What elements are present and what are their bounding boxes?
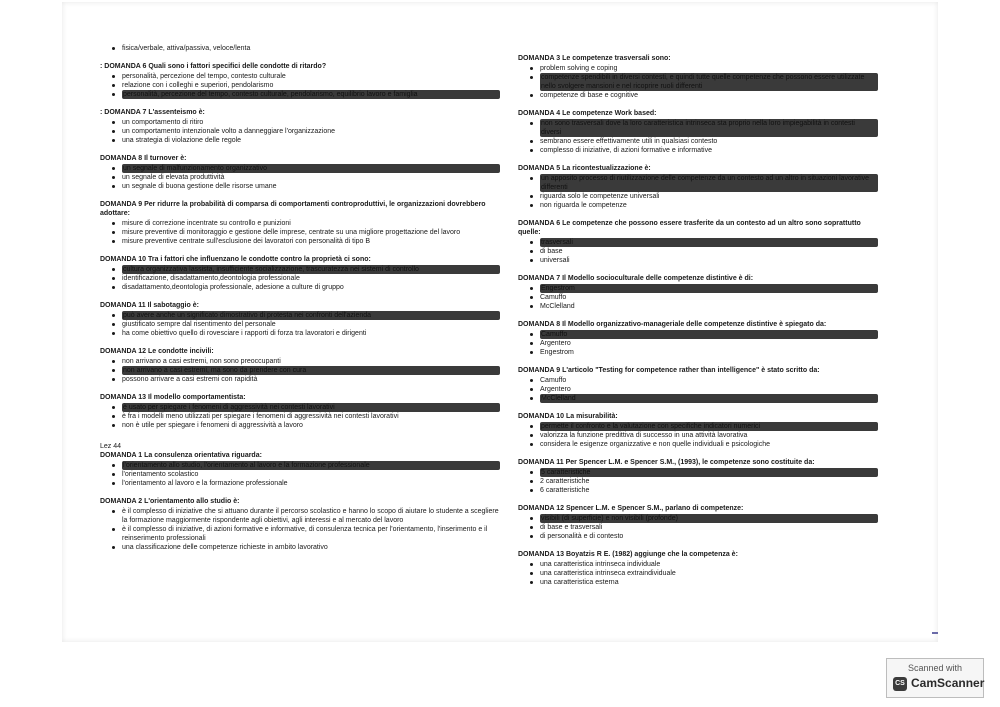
question-6r xyxy=(518,219,878,265)
question-8r xyxy=(518,320,878,357)
answer-option: sembrano essere effettivamente utili in qualsiasi contesto xyxy=(540,137,878,146)
question-7r xyxy=(518,274,878,311)
answer-option: è il complesso di iniziative che si attuano durante il percorso scolastico e hanno lo scopo di aiutare lo studente a scegliere la formazione maggiormente rispondente agli obiettivi, agli interessi e al mercato del lavoro xyxy=(122,508,499,524)
question-title: DOMANDA 12 Le condotte incivili: xyxy=(100,348,214,355)
answer-option: un comportamento intenzionale volto a danneggiare l'organizzazione xyxy=(122,127,500,136)
answer-option: una caratteristica intrinseca individuale xyxy=(540,560,878,569)
answer-option: McClelland xyxy=(540,302,878,311)
question-title: : DOMANDA 6 Quali sono i fattori specifici delle condotte di ritardo? xyxy=(100,63,327,70)
answer-option-highlighted: è usato per spiegare i fenomeni di aggressività nei contesti lavorativi xyxy=(122,403,500,412)
answer-option: l'orientamento scolastico xyxy=(122,470,500,479)
answer-option-highlighted: visibili (di superficie) e non visibili (profonde) xyxy=(540,514,878,523)
question-title: : DOMANDA 7 L'assenteismo è: xyxy=(100,109,205,116)
question-2 xyxy=(100,497,500,552)
answer-option-highlighted: Camuffo xyxy=(540,330,878,339)
answer-option: è fra i modelli meno utilizzati per spiegare i fenomeni di aggressività nei contesti lavorativi xyxy=(122,412,500,421)
question-12 xyxy=(100,347,500,384)
answer-option: giustificato sempre dal risentimento del personale xyxy=(122,320,500,329)
answer-option: problem solving e coping xyxy=(540,64,878,73)
answer-option: ha come obiettivo quello di rovesciare i rapporti di forza tra lavoratori e dirigenti xyxy=(122,329,500,338)
answer-option: relazione con i colleghi e superiori, pendolarismo xyxy=(122,81,500,90)
answer-option: universali xyxy=(540,256,878,265)
question-10 xyxy=(100,255,500,292)
answer-option: un segnale di buona gestione delle risorse umane xyxy=(122,182,500,191)
ink-mark xyxy=(932,632,938,634)
question-title: DOMANDA 1 La consulenza orientativa riguarda: xyxy=(100,452,262,459)
question-7 xyxy=(100,108,500,145)
answer-option: di base e trasversali xyxy=(540,523,878,532)
answer-option: riguarda solo le competenze universali xyxy=(540,192,878,201)
answer-option: l'orientamento al lavoro e la formazione professionale xyxy=(122,479,500,488)
lesson-label: Lez 44 xyxy=(100,443,122,450)
answer-option: considera le esigenze organizzative e non quelle individuali e psicologiche xyxy=(540,440,878,449)
question-title: DOMANDA 4 Le competenze Work based: xyxy=(518,110,657,117)
camscanner-watermark xyxy=(886,658,984,698)
question-6 xyxy=(100,62,500,99)
question-5 xyxy=(518,164,878,210)
answer-option: Camuffo xyxy=(540,293,878,302)
question-11r xyxy=(518,458,878,495)
answer-option: un segnale di elevata produttività xyxy=(122,173,500,182)
question-13r xyxy=(518,550,878,587)
answer-option: un comportamento di ritiro xyxy=(122,118,500,127)
question-1 xyxy=(100,451,500,488)
question-title: DOMANDA 11 Per Spencer L.M. e Spencer S.M., (1993), le competenze sono costituite da: xyxy=(518,459,815,466)
question-title: DOMANDA 12 Spencer L.M. e Spencer S.M., parlano di competenze: xyxy=(518,505,744,512)
answer-option-highlighted: Engestrom xyxy=(540,284,878,293)
question-title: DOMANDA 13 Boyatzis R E. (1982) aggiunge che la competenza è: xyxy=(518,551,738,558)
watermark-caption: Scanned with xyxy=(907,663,963,673)
answer-option-highlighted: McClelland xyxy=(540,394,878,403)
answer-option: 2 caratteristiche xyxy=(540,477,878,486)
answer-option-highlighted: non sono trasversali dove la loro caratteristica intrinseca sta proprio nella loro impiegabilità in contesti diversi xyxy=(540,119,878,137)
answer-option: 6 caratteristiche xyxy=(540,486,878,495)
question-title: DOMANDA 8 Il turnover è: xyxy=(100,155,187,162)
question-title: DOMANDA 8 Il Modello organizzativo-manageriale delle competenze distintive è spiegato da: xyxy=(518,321,827,328)
answer-option: Camuffo xyxy=(540,376,878,385)
answer-option: complesso di iniziative, di azioni formative e informative xyxy=(540,146,878,155)
answer-option-highlighted: personalità, percezione del tempo, contesto culturale, pendolarismo, equilibrio lavoro e famiglia xyxy=(122,90,500,99)
question-title: DOMANDA 5 La ricontestualizzazione è: xyxy=(518,165,651,172)
question-title: DOMANDA 9 L'articolo "Testing for competence rather than intelligence" è stato scritto da: xyxy=(518,367,820,374)
question-4 xyxy=(518,109,878,155)
right-column xyxy=(518,54,878,596)
answer-option: una caratteristica esterna xyxy=(540,578,878,587)
question-title: DOMANDA 13 Il modello comportamentista: xyxy=(100,394,246,401)
answer-option-highlighted: non arrivano a casi estremi, ma sono da prendere con cura xyxy=(122,366,500,375)
answer-option-highlighted: competenze spendibili in diversi contesti, e quindi tutte quelle competenze che possono essere utilizzate nello svolgere mansioni e nel ricoprire ruoli differenti xyxy=(540,73,878,91)
answer-option: misure di correzione incentrate su controllo e punizioni xyxy=(122,219,500,228)
answer-option-highlighted: un segnale di malfunzionamento organizzativo xyxy=(122,164,500,173)
answer-option-highlighted: permette il confronto e la valutazione con specifiche indicatori numerici xyxy=(540,422,878,431)
question-11 xyxy=(100,301,500,338)
answer-option: di base xyxy=(540,247,878,256)
left-column xyxy=(100,44,500,561)
answer-option: misure preventive di monitoraggio e gestione delle imprese, centrate su una migliore progettazione del lavoro xyxy=(122,228,500,237)
answer-option-highlighted: 5 caratteristiche xyxy=(540,468,878,477)
question-3 xyxy=(518,54,878,100)
answer-option: identificazione, disadattamento,deontologia professionale xyxy=(122,274,500,283)
question-title: DOMANDA 3 Le competenze trasversali sono: xyxy=(518,55,671,62)
watermark-brand: CamScanner xyxy=(911,676,985,690)
answer-option: valorizza la funzione predittiva di successo in una attività lavorativa xyxy=(540,431,878,440)
question-title: DOMANDA 10 La misurabilità: xyxy=(518,413,618,420)
question-title: DOMANDA 7 Il Modello socioculturale delle competenze distintive è di: xyxy=(518,275,754,282)
answer-option-highlighted: un apposito processo di riutilizzazione delle competenze da un contesto ad un altro in situazioni lavorative differenti xyxy=(540,174,878,192)
answer-option: una strategia di violazione delle regole xyxy=(122,136,500,145)
answer-option: non riguarda le competenze xyxy=(540,201,878,210)
answer-option: Argentero xyxy=(540,385,878,394)
top-list xyxy=(100,44,500,53)
question-title: DOMANDA 9 Per ridurre la probabilità di comparsa di comportamenti controproduttivi, le organizzazioni dovrebbero adottare: xyxy=(100,201,486,217)
question-8 xyxy=(100,154,500,191)
answer-option: di personalità e di contesto xyxy=(540,532,878,541)
question-title: DOMANDA 6 Le competenze che possono essere trasferite da un contesto ad un altro sono soprattutto quelle: xyxy=(518,220,861,236)
answer-option: non arrivano a casi estremi, non sono preoccupanti xyxy=(122,357,500,366)
question-12r xyxy=(518,504,878,541)
answer-option: è il complesso di iniziative, di azioni formative e informative, di consulenza tecnica per l'orientamento, l'inserimento e il reinserimento professionali xyxy=(122,525,500,543)
question-title: DOMANDA 11 Il sabotaggio è: xyxy=(100,302,199,309)
question-9r xyxy=(518,366,878,403)
camscanner-logo-icon: CS xyxy=(893,677,907,691)
answer-option-highlighted: l'orientamento allo studio, l'orientamento al lavoro e la formazione professionale xyxy=(122,461,500,470)
answer-option: una caratteristica intrinseca extraindividuale xyxy=(540,569,878,578)
answer-option-highlighted: cultura organizzativa lassista, insufficiente socializzazione, trascuratezza nei sistemi di controllo xyxy=(122,265,500,274)
question-10r xyxy=(518,412,878,449)
answer-option: possono arrivare a casi estremi con rapidità xyxy=(122,375,500,384)
list-item: fisica/verbale, attiva/passiva, veloce/lenta xyxy=(122,44,500,53)
answer-option: Engestrom xyxy=(540,348,878,357)
answer-option: non è utile per spiegare i fenomeni di aggressività a lavoro xyxy=(122,421,500,430)
answer-option: misure preventive centrate sull'esclusione dei lavoratori con personalità di tipo B xyxy=(122,237,500,246)
answer-option: Argentero xyxy=(540,339,878,348)
question-title: DOMANDA 10 Tra i fattori che influenzano le condotte contro la proprietà ci sono: xyxy=(100,256,371,263)
answer-option-highlighted: può avere anche un significato dimostrativo di protesta nei confronti dell'azienda xyxy=(122,311,500,320)
answer-option: una classificazione delle competenze richieste in ambito lavorativo xyxy=(122,543,500,552)
question-13 xyxy=(100,393,500,430)
question-title: DOMANDA 2 L'orientamento allo studio è: xyxy=(100,498,240,505)
answer-option-highlighted: trasversali xyxy=(540,238,878,247)
answer-option: competenze di base e cognitive xyxy=(540,91,878,100)
answer-option: personalità, percezione del tempo, contesto culturale xyxy=(122,72,500,81)
answer-option: disadattamento,deontologia professionale, adesione a culture di gruppo xyxy=(122,283,500,292)
question-9 xyxy=(100,200,500,246)
